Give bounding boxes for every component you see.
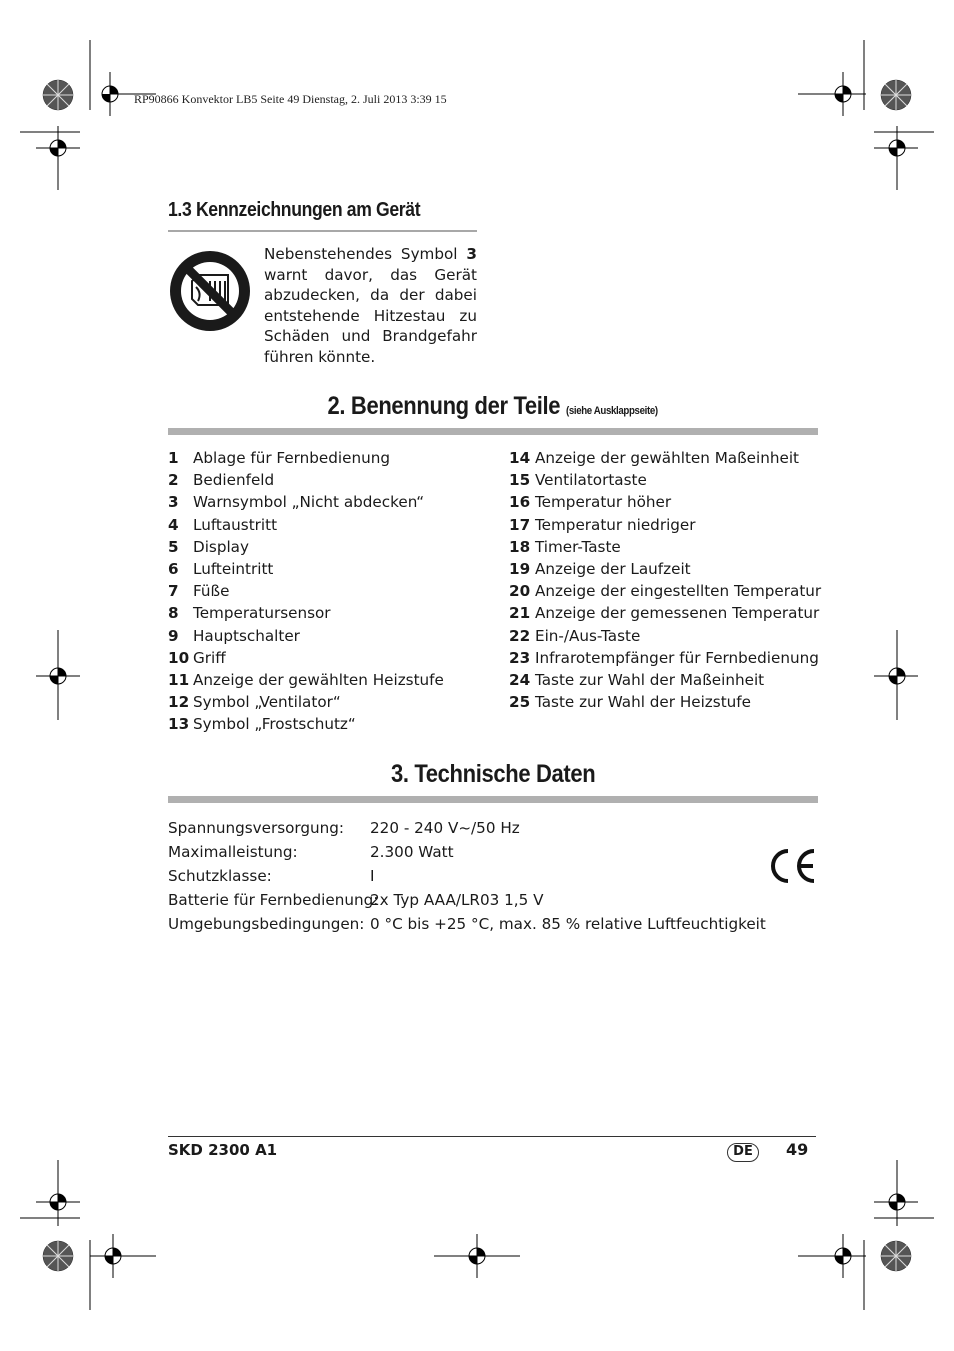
no-cover-warning-icon [170, 251, 250, 331]
part-number: 23 [509, 648, 531, 667]
spec-label: Schutzklasse: [168, 867, 272, 885]
part-label: Ablage für Fernbedienung [193, 449, 390, 467]
part-label: Symbol „Frostschutz“ [193, 715, 356, 734]
part-item [168, 691, 444, 713]
part-label: Lufteintritt [193, 560, 274, 579]
part-number: 18 [509, 537, 531, 556]
spec-value: 2.300 Watt [370, 843, 454, 861]
spec-label: Spannungsversorgung: [168, 819, 345, 837]
part-item [509, 647, 821, 669]
part-label: Symbol „Ventilator“ [193, 693, 341, 712]
ce-mark-icon [768, 848, 818, 884]
language-badge: DE [727, 1143, 759, 1162]
part-item [509, 558, 821, 580]
spec-row [168, 816, 766, 840]
part-label: Taste zur Wahl der Heizstufe [534, 693, 751, 712]
page-number: 49 [786, 1140, 809, 1159]
part-number: 19 [509, 560, 531, 579]
section-3-rule [168, 796, 818, 803]
spec-row [168, 840, 766, 864]
part-number: 14 [509, 449, 531, 467]
spec-label: Umgebungsbedingungen: [168, 915, 365, 933]
spec-value: 0 °C bis +25 °C, max. 85 % relative Luftfeuchtigkeit [370, 915, 766, 933]
section-2-heading [0, 392, 954, 421]
part-label: Bedienfeld [193, 471, 275, 490]
spec-value: 2x Typ AAA/LR03 1,5 V [370, 891, 544, 909]
part-label: Taste zur Wahl der Maßeinheit [534, 671, 765, 690]
spec-value: 220 - 240 V~/50 Hz [370, 819, 520, 837]
part-number: 20 [509, 582, 531, 601]
part-item [168, 713, 444, 735]
symbol-number: 3 [466, 245, 477, 263]
part-label: Hauptschalter [193, 626, 300, 645]
part-item [168, 602, 444, 624]
part-label: Temperatur niedriger [534, 515, 696, 534]
part-item [509, 469, 821, 491]
part-number: 5 [168, 537, 179, 556]
part-item [168, 447, 444, 469]
part-number: 9 [168, 626, 179, 645]
part-label: Temperatur höher [534, 493, 672, 512]
part-number: 16 [509, 493, 531, 512]
part-number: 3 [168, 493, 179, 512]
part-label: Luftaustritt [193, 515, 278, 534]
part-item [509, 491, 821, 513]
part-item [168, 491, 444, 513]
part-item [509, 602, 821, 624]
part-label: Temperatursensor [193, 604, 331, 623]
section-3-title: 3. Technische Daten [390, 760, 596, 788]
part-item [509, 580, 821, 602]
part-item [168, 514, 444, 536]
part-label: Warnsymbol „Nicht abdecken“ [193, 493, 425, 512]
part-label: Anzeige der Laufzeit [534, 560, 691, 579]
part-number: 12 [168, 693, 190, 712]
part-number: 2 [168, 471, 179, 490]
section-1-3-title: 1.3 Kennzeichnungen am Gerät [168, 199, 421, 221]
part-label: Ein-/Aus-Taste [534, 626, 641, 645]
section-2-rule [168, 428, 818, 435]
part-label: Anzeige der gewählten Maßeinheit [534, 449, 800, 467]
section-2-title: 2. Benennung der Teile [327, 392, 561, 420]
part-item [509, 514, 821, 536]
section-2-subtitle: (siehe Ausklappseite) [566, 405, 659, 417]
section-3-heading [0, 760, 954, 789]
part-number: 11 [168, 671, 190, 690]
part-label: Anzeige der gewählten Heizstufe [193, 671, 444, 690]
print-slug-header: RP90866 Konvektor LB5 Seite 49 Dienstag, 2. Juli 2013 3:39 15 [134, 92, 447, 106]
symbol-description [264, 244, 477, 367]
part-number: 8 [168, 604, 179, 623]
spec-value: I [370, 867, 375, 885]
part-label: Anzeige der eingestellten Temperatur [534, 582, 822, 601]
part-label: Timer-Taste [534, 537, 621, 556]
footer-rule [168, 1136, 816, 1137]
part-item [168, 580, 444, 602]
spec-row [168, 912, 766, 936]
spec-row [168, 864, 766, 888]
part-item [168, 536, 444, 558]
tech-spec-table [168, 816, 766, 936]
part-label: Griff [193, 648, 226, 667]
part-number: 24 [509, 671, 531, 690]
model-number: SKD 2300 A1 [168, 1141, 278, 1159]
part-label: Display [193, 537, 249, 556]
part-number: 13 [168, 715, 190, 734]
part-number: 10 [168, 648, 190, 667]
part-number: 25 [509, 693, 531, 712]
spec-label: Batterie für Fernbedienung: [168, 891, 379, 909]
part-number: 7 [168, 582, 179, 601]
part-item [509, 447, 821, 469]
part-number: 15 [509, 471, 531, 490]
symbol-text-before: Nebenstehendes Symbol [264, 245, 467, 263]
part-label: Infrarotempfänger für Fernbedienung [534, 648, 819, 667]
part-item [168, 469, 444, 491]
part-number: 1 [168, 449, 179, 467]
spec-label: Maximalleistung: [168, 843, 298, 861]
part-number: 21 [509, 604, 531, 623]
part-item [509, 669, 821, 691]
part-item [168, 669, 444, 691]
parts-list-left [168, 447, 444, 736]
part-label: Füße [193, 582, 230, 601]
part-item [168, 625, 444, 647]
part-item [509, 691, 821, 713]
part-number: 6 [168, 560, 179, 579]
part-number: 17 [509, 515, 531, 534]
spec-row [168, 888, 766, 912]
section-divider [168, 230, 477, 232]
part-number: 22 [509, 626, 531, 645]
part-number: 4 [168, 515, 179, 534]
part-item [509, 536, 821, 558]
symbol-text-after: warnt davor, das Gerät abzudecken, da der dabei entstehende Hitzestau zu Schäden und Brandgefahr führen könnte. [264, 265, 477, 366]
parts-list-right [509, 447, 821, 713]
part-item [168, 558, 444, 580]
part-item [168, 647, 444, 669]
part-label: Anzeige der gemessenen Temperatur [534, 604, 820, 623]
part-label: Ventilatortaste [534, 471, 647, 490]
part-item [509, 625, 821, 647]
